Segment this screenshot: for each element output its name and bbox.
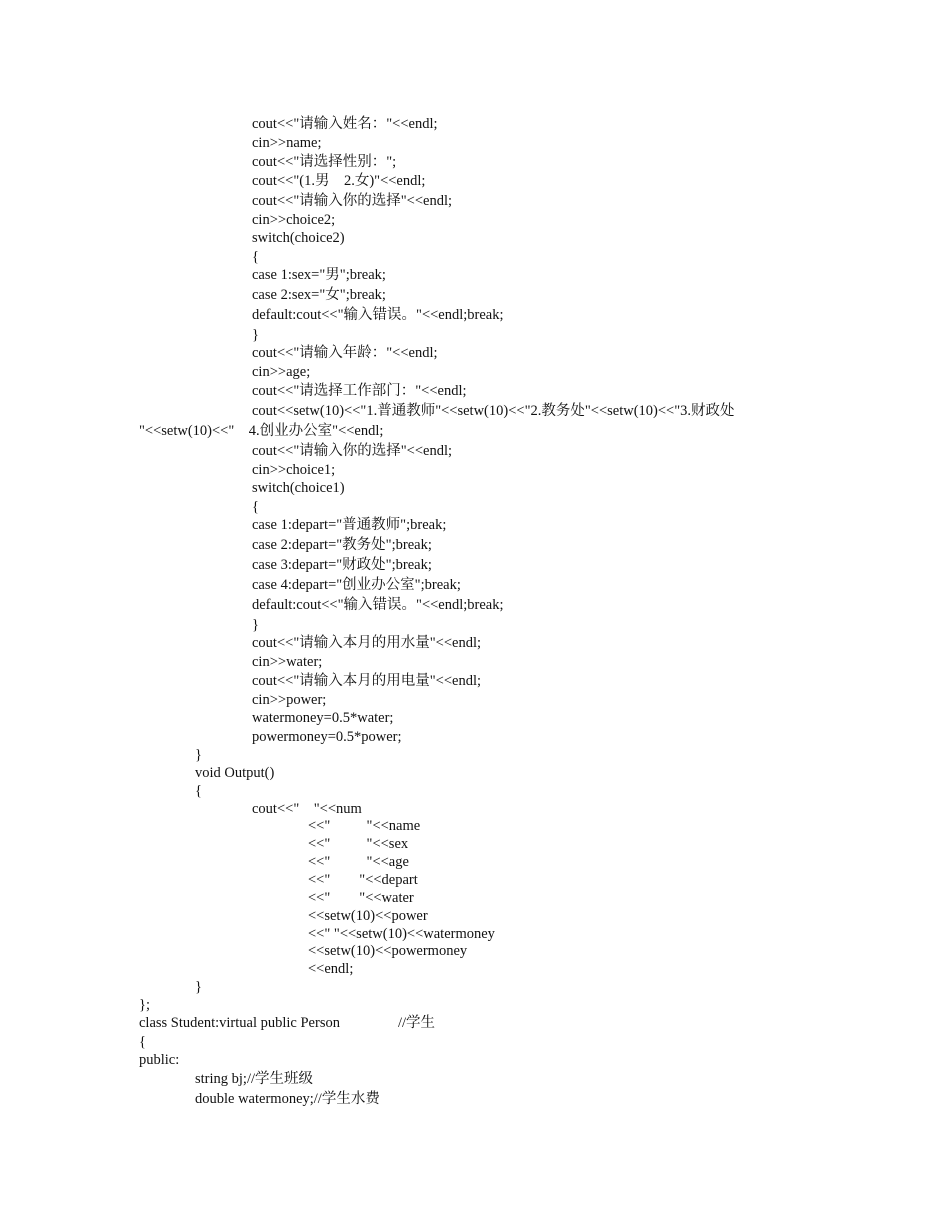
code-line: string bj;//学生班级 (195, 1071, 314, 1087)
code-line: <<" "<<depart (308, 872, 418, 888)
code-line: cin>>water; (252, 654, 323, 670)
code-line: class Student:virtual public Person //学生 (139, 1015, 436, 1031)
code-line: default:cout<<"输入错误。"<<endl;break; (252, 597, 504, 613)
code-line: <<" "<<sex (308, 836, 409, 852)
code-line: cout<<"请输入你的选择"<<endl; (252, 193, 453, 209)
code-line: cout<<"请输入本月的用水量"<<endl; (252, 635, 482, 651)
code-line: double watermoney;//学生水费 (195, 1091, 380, 1107)
code-line: } (195, 747, 202, 763)
code-line: cin>>age; (252, 364, 311, 380)
code-line: case 1:sex="男";break; (252, 267, 386, 283)
code-line: cin>>power; (252, 692, 327, 708)
code-line: default:cout<<"输入错误。"<<endl;break; (252, 307, 504, 323)
code-line: <<" "<<setw(10)<<watermoney (308, 926, 495, 942)
code-line: cout<<"请选择工作部门："<<endl; (252, 383, 467, 399)
code-line: { (252, 499, 259, 515)
code-line: cout<<"请输入姓名："<<endl; (252, 116, 438, 132)
code-line: case 2:depart="教务处";break; (252, 537, 432, 553)
code-line: { (139, 1034, 146, 1050)
code-line: switch(choice2) (252, 230, 345, 246)
code-line: case 3:depart="财政处";break; (252, 557, 432, 573)
code-line: void Output() (195, 765, 275, 781)
code-line: } (252, 327, 259, 343)
code-line: { (252, 249, 259, 265)
code-line: switch(choice1) (252, 480, 345, 496)
code-line: } (195, 979, 202, 995)
code-line: cout<<setw(10)<<"1.普通教师"<<setw(10)<<"2.教务处"<<setw(10)<<"3.财政处 (252, 403, 735, 419)
code-line: { (195, 783, 202, 799)
code-line: public: (139, 1052, 180, 1068)
code-line: cout<<" "<<num (252, 801, 362, 817)
code-line: }; (139, 997, 150, 1013)
code-line: cout<<"请输入你的选择"<<endl; (252, 443, 453, 459)
code-line: <<" "<<age (308, 854, 409, 870)
code-line: cout<<"(1.男 2.女)"<<endl; (252, 173, 426, 189)
code-line: watermoney=0.5*water; (252, 710, 394, 726)
code-line: <<" "<<name (308, 818, 421, 834)
code-line: cin>>name; (252, 135, 322, 151)
code-line: <<setw(10)<<powermoney (308, 943, 468, 959)
code-line: powermoney=0.5*power; (252, 729, 402, 745)
code-line: case 4:depart="创业办公室";break; (252, 577, 461, 593)
code-line: cout<<"请选择性别："; (252, 154, 397, 170)
code-line: cin>>choice1; (252, 462, 336, 478)
code-line: case 1:depart="普通教师";break; (252, 517, 447, 533)
code-line: cout<<"请输入本月的用电量"<<endl; (252, 673, 482, 689)
code-line: "<<setw(10)<<" 4.创业办公室"<<endl; (139, 423, 384, 439)
code-line: <<" "<<water (308, 890, 414, 906)
code-line: case 2:sex="女";break; (252, 287, 386, 303)
code-line: } (252, 617, 259, 633)
code-line: <<endl; (308, 961, 354, 977)
code-line: <<setw(10)<<power (308, 908, 428, 924)
code-line: cin>>choice2; (252, 212, 336, 228)
code-line: cout<<"请输入年龄："<<endl; (252, 345, 438, 361)
